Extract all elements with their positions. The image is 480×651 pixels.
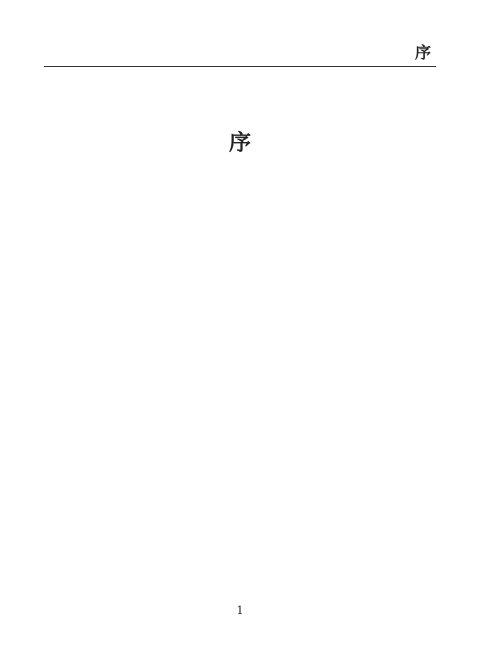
header-rule bbox=[44, 66, 436, 67]
body-text bbox=[44, 180, 436, 184]
running-title: 序 bbox=[414, 43, 432, 62]
page-number: 1 bbox=[236, 604, 244, 617]
chapter-title: 序 bbox=[228, 130, 251, 156]
